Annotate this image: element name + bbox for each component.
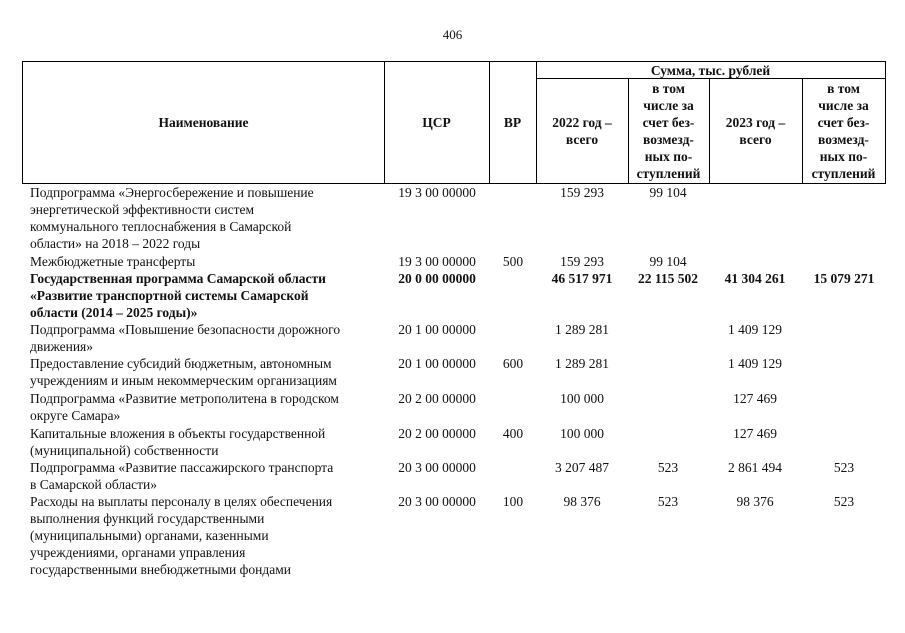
row-sum-2022: 1 289 281: [555, 356, 609, 371]
row-csr: 20 0 00 00000: [398, 271, 476, 286]
row-sum-2022: 1 289 281: [555, 322, 609, 337]
row-sum-2022: 159 293: [560, 185, 604, 200]
header-incl-2023: в том числе за счет без- возмезд- ных по- ступлений: [811, 81, 876, 181]
row-incl-2023: 15 079 271: [813, 271, 875, 286]
row-sum-2022: 3 207 487: [555, 460, 609, 475]
row-sum-2022: 46 517 971: [551, 271, 613, 286]
row-csr: 20 1 00 00000: [398, 322, 476, 337]
row-name: Расходы на выплаты персоналу в целях обеспечения выполнения функций государственными (муниципальными) органами, казенными учреждениями, органами управления государственными внебюджетными фондами: [30, 494, 333, 577]
table-header: [22, 61, 886, 184]
row-name: Межбюджетные трансферты: [30, 254, 196, 269]
row-csr: 20 2 00 00000: [398, 426, 476, 441]
row-incl-2023: 523: [833, 494, 855, 509]
header-csr: ЦСР: [422, 115, 451, 130]
row-incl-2022: 99 104: [649, 254, 687, 269]
row-name: Подпрограмма «Развитие метрополитена в городском округе Самара»: [30, 391, 339, 423]
row-sum-2023: 41 304 261: [724, 271, 786, 286]
header-vr: ВР: [503, 115, 522, 130]
row-csr: 19 3 00 00000: [398, 254, 476, 269]
row-incl-2022: 99 104: [649, 185, 687, 200]
row-vr: 400: [502, 426, 524, 441]
row-name: Государственная программа Самарской области «Развитие транспортной системы Самарской области (2014 – 2025 годы)»: [30, 271, 326, 320]
row-sum-2022: 100 000: [560, 426, 604, 441]
row-sum-2023: 2 861 494: [728, 460, 782, 475]
row-sum-2023: 127 469: [733, 391, 777, 406]
row-csr: 20 3 00 00000: [398, 494, 476, 509]
row-name: Подпрограмма «Энергосбережение и повышение энергетической эффективности систем коммунального теплоснабжения в Самарской области» на 2018 – 2022 годы: [30, 185, 314, 251]
row-incl-2023: 523: [833, 460, 855, 475]
header-name: Наименование: [158, 115, 249, 130]
row-csr: 20 2 00 00000: [398, 391, 476, 406]
row-sum-2023: 1 409 129: [728, 322, 782, 337]
header-incl-2022: в том числе за счет без- возмезд- ных по- ступлений: [636, 81, 701, 181]
row-name: Капитальные вложения в объекты государственной (муниципальной) собственности: [30, 426, 326, 458]
row-csr: 20 3 00 00000: [398, 460, 476, 475]
row-sum-2022: 159 293: [560, 254, 604, 269]
row-sum-2023: 98 376: [736, 494, 774, 509]
row-sum-2022: 100 000: [560, 391, 604, 406]
row-incl-2022: 523: [657, 494, 679, 509]
header-sum-2022: 2022 год – всего: [552, 115, 612, 147]
header-sum-2023: 2023 год – всего: [725, 115, 786, 147]
row-incl-2022: 523: [657, 460, 679, 475]
row-name: Подпрограмма «Развитие пассажирского транспорта в Самарской области»: [30, 460, 334, 492]
row-name: Предоставление субсидий бюджетным, автономным учреждениям и иным некоммерческим организациям: [30, 356, 337, 388]
page-number: 406: [442, 27, 463, 42]
row-csr: 20 1 00 00000: [398, 356, 476, 371]
row-incl-2022: 22 115 502: [637, 271, 698, 286]
row-sum-2023: 127 469: [733, 426, 777, 441]
row-sum-2023: 1 409 129: [728, 356, 782, 371]
row-vr: 500: [502, 254, 524, 269]
row-sum-2022: 98 376: [563, 494, 601, 509]
row-vr: 600: [502, 356, 524, 371]
row-vr: 100: [502, 494, 524, 509]
row-csr: 19 3 00 00000: [398, 185, 476, 200]
row-name: Подпрограмма «Повышение безопасности дорожного движения»: [30, 322, 341, 354]
header-sum-group: Сумма, тыс. рублей: [650, 63, 771, 78]
